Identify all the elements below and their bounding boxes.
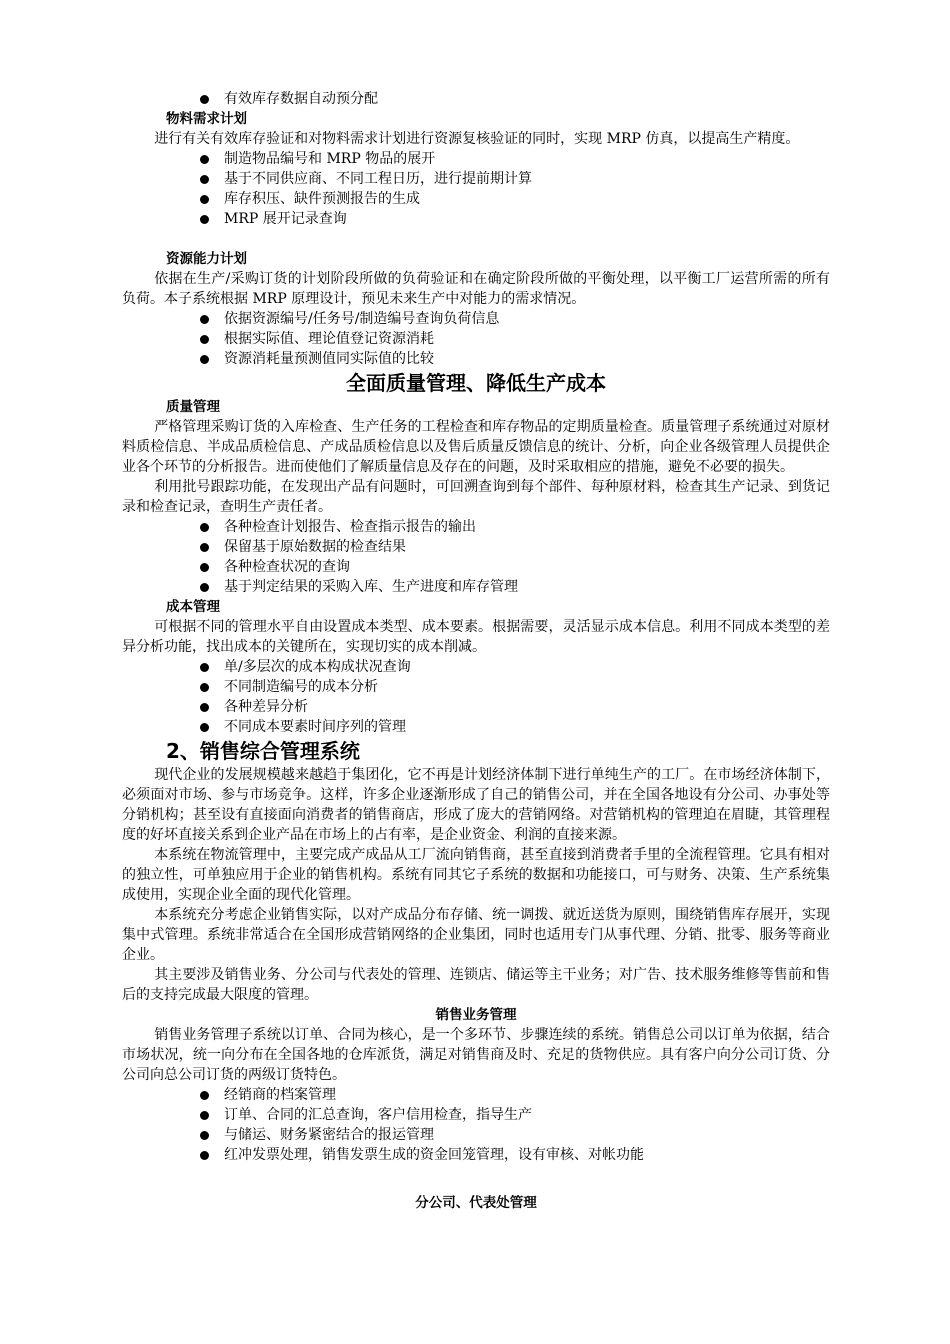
bullet-icon [200, 683, 209, 692]
bullet-list-cost [122, 657, 830, 737]
system-heading-sales: 2、销售综合管理系统 [166, 739, 360, 763]
bullet-list-capacity [122, 309, 830, 369]
list-item: 不同制造编号的成本分析 [200, 677, 830, 697]
list-item: 单/多层次的成本构成状况查询 [200, 657, 830, 677]
list-item: 库存积压、缺件预测报告的生成 [200, 189, 830, 209]
paragraph: 严格管理采购订货的入库检查、生产任务的工程检查和库存物品的定期质量检查。质量管理子系统通过对原材料质检信息、半成品质检信息、产成品质检信息以及售后质量反馈信息的统计、分析，向企业各级管理人员提供企业各个环节的分析报告。进而使他们了解质量信息及存在的问题，及时采取相应的措施，避免不必要的损失。 [122, 419, 830, 475]
list-item: 保留基于原始数据的检查结果 [200, 537, 830, 557]
section-heading-sales-business: 销售业务管理 [435, 1007, 517, 1023]
bullet-icon [200, 523, 209, 532]
bullet-list-sales-business [122, 1085, 830, 1165]
bullet-icon [200, 355, 209, 364]
section-heading-quality: 质量管理 [166, 399, 220, 415]
major-heading-quality-cost: 全面质量管理、降低生产成本 [346, 371, 606, 395]
list-item: 根据实际值、理论值登记资源消耗 [200, 329, 830, 349]
section-heading-mrp: 物料需求计划 [166, 111, 247, 127]
bullet-icon [200, 335, 209, 344]
section-heading-branch: 分公司、代表处管理 [415, 1195, 537, 1211]
paragraph: 本系统充分考虑企业销售实际，以对产成品分布存储、统一调拨、就近送货为原则，围绕销售库存展开，实现集中式管理。系统非常适合在全国形成营销网络的企业集团，同时也适用专门从事代理、分销、批零、服务等商业企业。 [122, 907, 830, 963]
bullet-icon [200, 95, 209, 104]
list-item: 经销商的档案管理 [200, 1085, 830, 1105]
list-item: 有效库存数据自动预分配 [200, 89, 830, 109]
list-item: 依据资源编号/任务号/制造编号查询负荷信息 [200, 309, 830, 329]
bullet-list-mrp [122, 149, 830, 229]
bullet-icon [200, 215, 209, 224]
list-item: 基于判定结果的采购入库、生产进度和库存管理 [200, 577, 830, 597]
paragraph: 可根据不同的管理水平自由设置成本类型、成本要素。根据需要，灵活显示成本信息。利用不同成本类型的差异分析功能，找出成本的关键所在，实现切实的成本削减。 [122, 619, 830, 655]
bullet-icon [200, 1131, 209, 1140]
paragraph: 利用批号跟踪功能，在发现出产品有问题时，可回溯查询到每个部件、每种原材料，检查其生产记录、到货记录和检查记录，查明生产责任者。 [122, 479, 830, 515]
list-item: 资源消耗量预测值同实际值的比较 [200, 349, 830, 369]
paragraph: 本系统在物流管理中，主要完成产成品从工厂流向销售商，甚至直接到消费者手里的全流程管理。它具有相对的独立性，可单独应用于企业的销售机构。系统有同其它子系统的数据和功能接口，可与财务、决策、生产系统集成使用，实现企业全面的现代化管理。 [122, 847, 830, 903]
section-heading-cost: 成本管理 [166, 599, 220, 615]
list-item: 各种检查计划报告、检查指示报告的输出 [200, 517, 830, 537]
bullet-icon [200, 583, 209, 592]
paragraph: 其主要涉及销售业务、分公司与代表处的管理、连锁店、储运等主干业务；对广告、技术服务维修等售前和售后的支持完成最大限度的管理。 [122, 967, 830, 1003]
paragraph: 销售业务管理子系统以订单、合同为核心，是一个多环节、步骤连续的系统。销售总公司以订单为依据，结合市场状况，统一向分布在全国各地的仓库派货，满足对销售商及时、充足的货物供应。具有客户向分公司订货、分公司向总公司订货的两级订货特色。 [122, 1027, 830, 1083]
bullet-icon [200, 195, 209, 204]
bullet-icon [200, 703, 209, 712]
document-page [122, 89, 830, 1213]
bullet-icon [200, 563, 209, 572]
paragraph: 进行有关有效库存验证和对物料需求计划进行资源复核验证的同时，实现 MRP 仿真，以提高生产精度。 [154, 131, 800, 147]
list-item: 不同成本要素时间序列的管理 [200, 717, 830, 737]
paragraph: 依据在生产/采购订货的计划阶段所做的负荷验证和在确定阶段所做的平衡处理，以平衡工厂运营所需的所有负荷。本子系统根据 MRP 原理设计，预见未来生产中对能力的需求情况。 [122, 271, 830, 307]
list-item: MRP 展开记录查询 [200, 209, 830, 229]
bullet-icon [200, 175, 209, 184]
bullet-list-mrp-prev [122, 89, 830, 109]
bullet-icon [200, 543, 209, 552]
bullet-icon [200, 1151, 209, 1160]
paragraph: 现代企业的发展规模越来越趋于集团化，它不再是计划经济体制下进行单纯生产的工厂。在市场经济体制下，必须面对市场、参与市场竞争。这样，许多企业逐渐形成了自己的销售公司，并在全国各地设有分公司、办事处等分销机构；甚至设有直接面向消费者的销售商店，形成了庞大的营销网络。对营销机构的管理迫在眉睫，其管理程度的好坏直接关系到企业产品在市场上的占有率，是企业资金、利润的直接来源。 [122, 767, 830, 843]
list-item: 订单、合同的汇总查询，客户信用检查，指导生产 [200, 1105, 830, 1125]
list-item: 各种差异分析 [200, 697, 830, 717]
list-item: 各种检查状况的查询 [200, 557, 830, 577]
list-item: 红冲发票处理，销售发票生成的资金回笼管理，设有审核、对帐功能 [200, 1145, 830, 1165]
list-item: 基于不同供应商、不同工程日历，进行提前期计算 [200, 169, 830, 189]
section-heading-capacity: 资源能力计划 [166, 251, 247, 267]
bullet-icon [200, 723, 209, 732]
list-item: 与储运、财务紧密结合的报运管理 [200, 1125, 830, 1145]
bullet-icon [200, 155, 209, 164]
list-item: 制造物品编号和 MRP 物品的展开 [200, 149, 830, 169]
bullet-list-quality [122, 517, 830, 597]
bullet-icon [200, 1091, 209, 1100]
bullet-icon [200, 663, 209, 672]
bullet-icon [200, 315, 209, 324]
bullet-icon [200, 1111, 209, 1120]
